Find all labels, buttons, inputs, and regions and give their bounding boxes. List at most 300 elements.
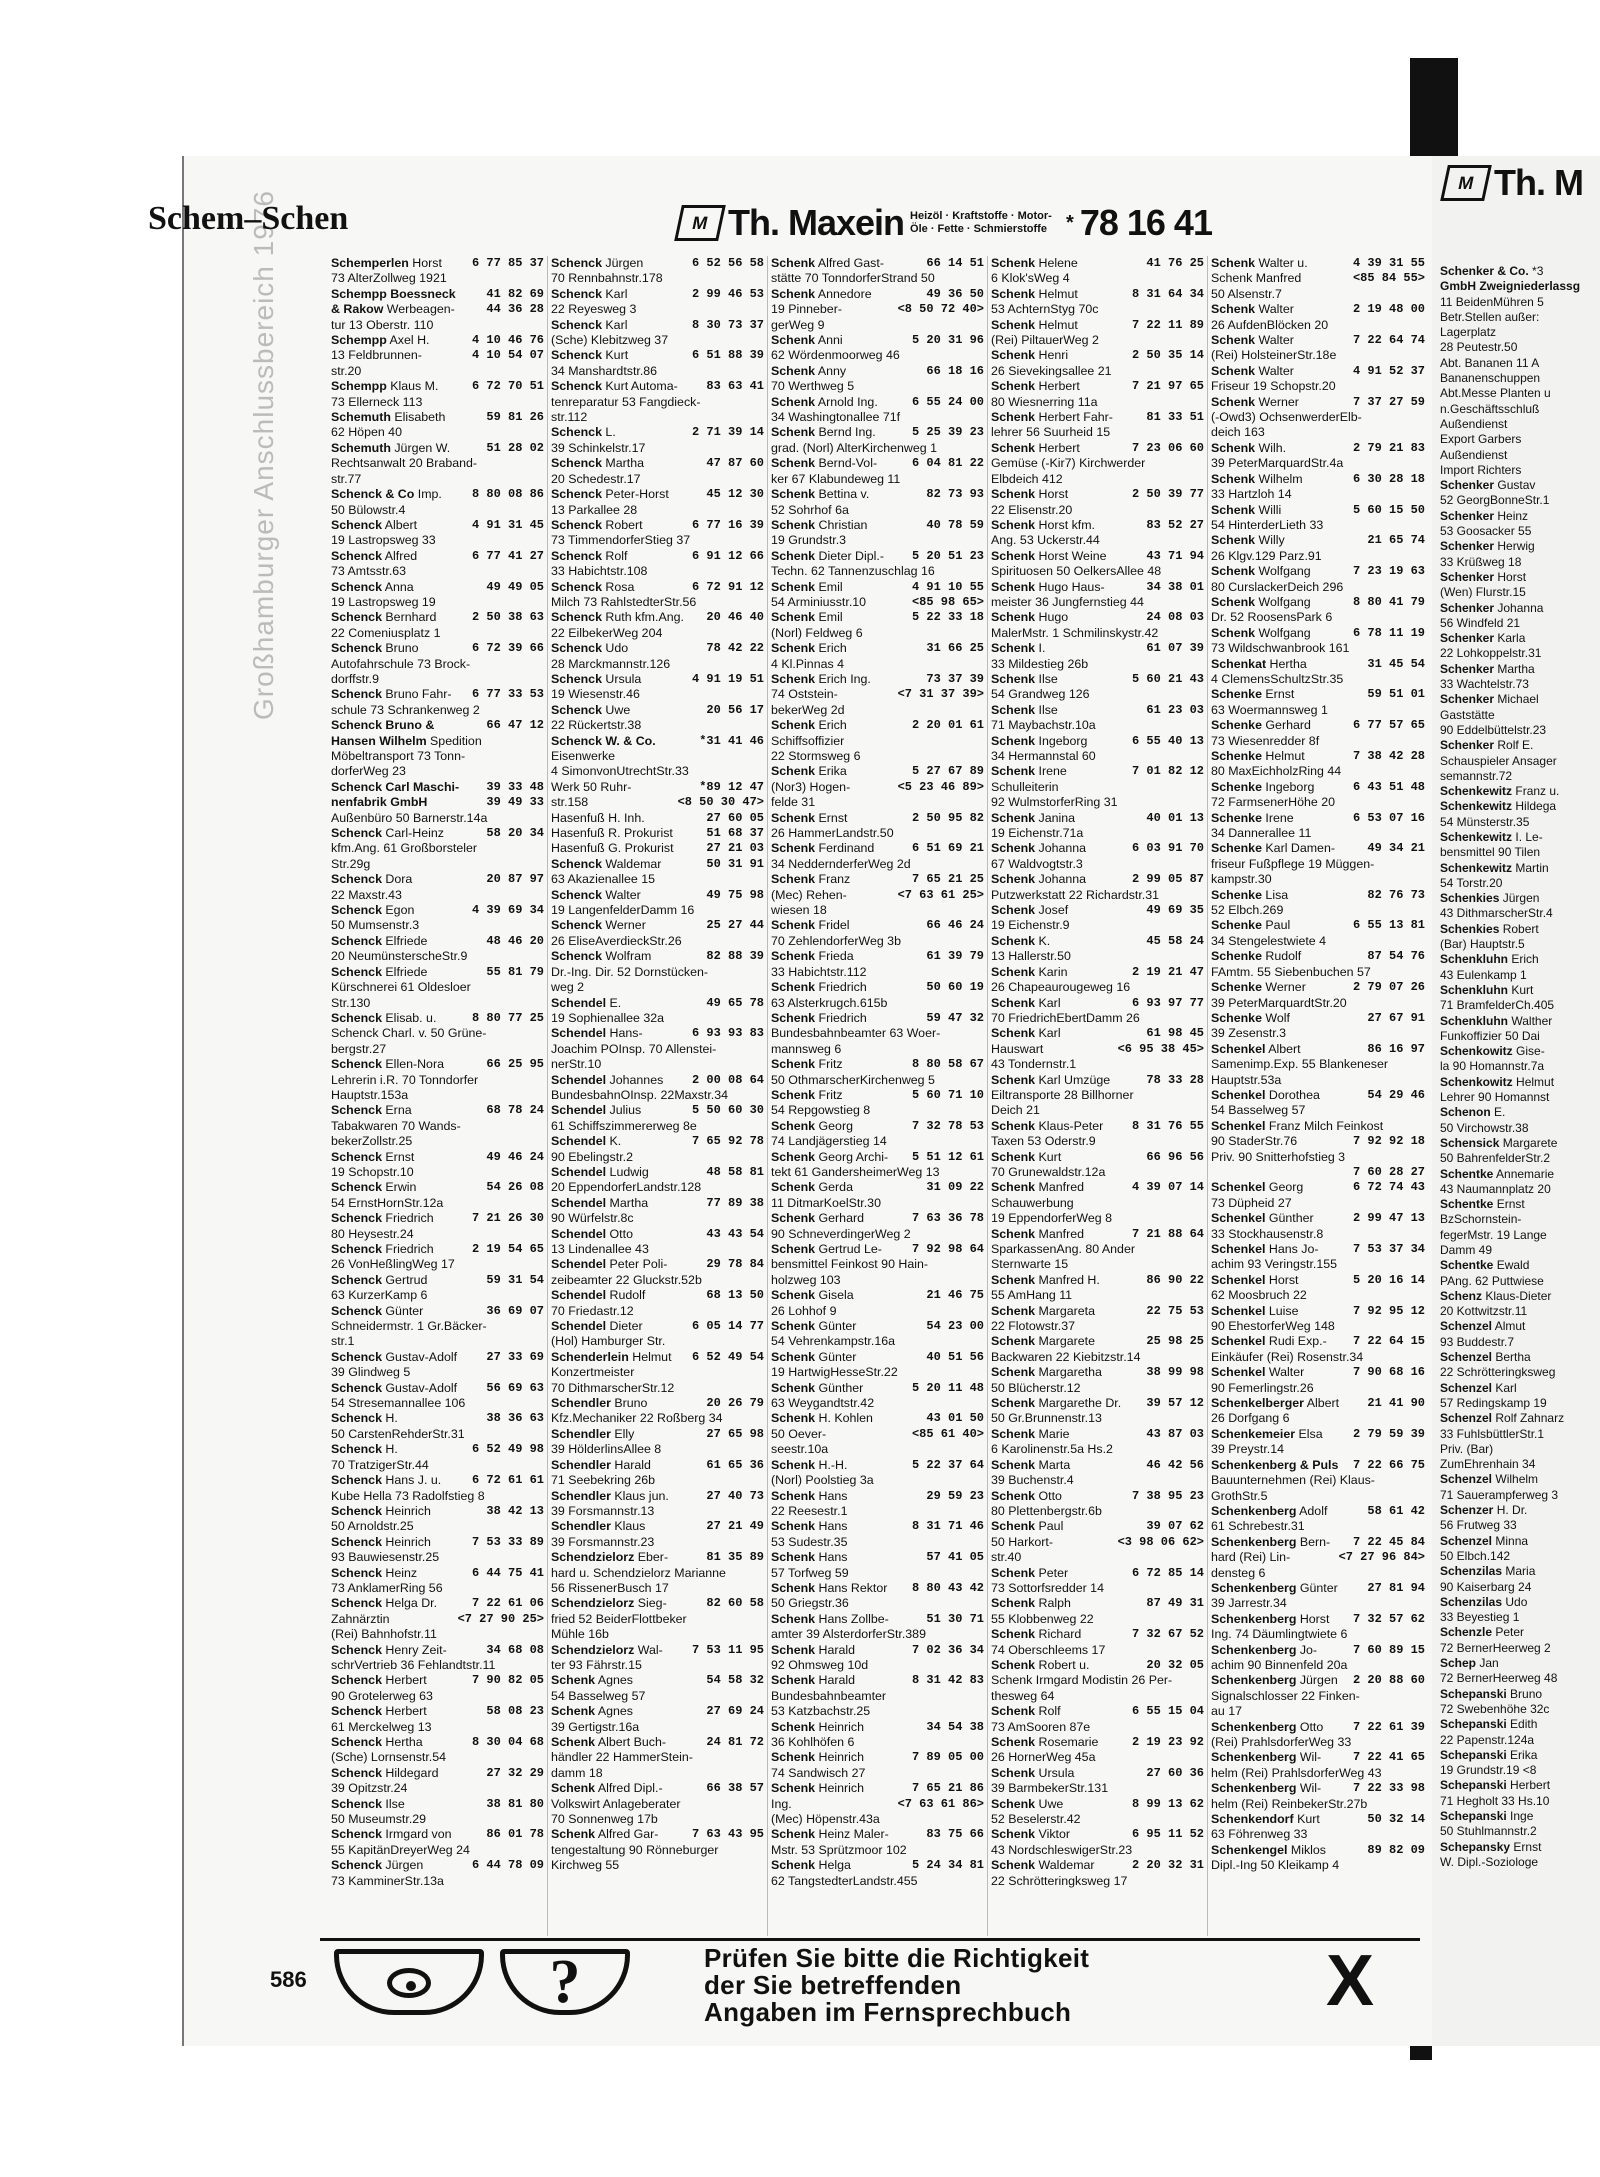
listing-detail: 26 Klgv.129 Parz.91 xyxy=(1211,548,1322,563)
listing-detail: Gemüse (-Kir7) Kirchwerder xyxy=(991,456,1146,471)
next-page-entry xyxy=(1440,310,1600,325)
listing-detail: 43 NordschleswigerStr.23 xyxy=(991,1842,1133,1857)
listing-entry xyxy=(771,1180,984,1195)
listing-name: Schenk xyxy=(991,1827,1036,1842)
listing-entry xyxy=(991,1627,1204,1642)
listing-entry xyxy=(771,1735,984,1750)
listing-detail: Ernst xyxy=(1265,687,1295,702)
listing-entry xyxy=(771,903,984,918)
listing-phone: 29 59 23 xyxy=(926,1488,984,1503)
listing-phone: <3 98 06 62> xyxy=(1117,1534,1204,1549)
listing-phone: 45 12 30 xyxy=(706,487,764,502)
listing-detail: Manfred xyxy=(1038,1226,1084,1241)
listing-detail: 73 Amtsstr.63 xyxy=(331,564,407,579)
listing-phone: 27 60 05 xyxy=(706,810,764,825)
listing-detail: (Norl) Feldweg 6 xyxy=(771,625,863,640)
next-page-entry xyxy=(1440,646,1600,661)
listing-detail: Signalschlosser 22 Finken- xyxy=(1211,1688,1360,1703)
listing-entry xyxy=(331,1843,544,1858)
listing-name: Schenk xyxy=(991,733,1036,748)
next-page-entry xyxy=(1440,1212,1600,1227)
listing-detail: Eiltransporte 28 Billhorner xyxy=(991,1087,1134,1102)
listing-detail: Wil- xyxy=(1299,1781,1322,1796)
listing-detail: Mstr. 53 Sprützmoor 102 xyxy=(771,1842,907,1857)
listing-name: Schendler xyxy=(551,1396,611,1411)
listing-detail: Elly xyxy=(614,1426,635,1441)
listing-detail: fried 52 BeiderFlottbeker xyxy=(551,1611,687,1626)
listing-detail: ker 67 Klabundeweg 11 xyxy=(771,471,901,486)
listing-phone: 21 46 75 xyxy=(926,1288,984,1303)
listing-entry xyxy=(331,841,544,856)
listing-entry xyxy=(331,1365,544,1380)
listing-detail: Günter xyxy=(385,1303,424,1318)
listing-entry xyxy=(771,626,984,641)
listing-name: Schenck xyxy=(331,1380,382,1395)
listing-phone: 8 80 58 67 xyxy=(911,1057,984,1072)
listing-entry xyxy=(991,1396,1204,1411)
listing-detail: dorffstr.9 xyxy=(331,671,379,686)
listing-entry xyxy=(991,271,1204,286)
listing-name: Schenk xyxy=(771,764,816,779)
listing-entry xyxy=(551,1843,764,1858)
listing-entry xyxy=(551,1550,764,1565)
listing-detail: 39 HölderlinsAllee 8 xyxy=(551,1442,662,1457)
listing-entry xyxy=(551,533,764,548)
listing-entry xyxy=(771,1011,984,1026)
listing-name: Schenck xyxy=(331,1211,382,1226)
listing-detail: Helmut xyxy=(1038,317,1078,332)
next-page-detail: Außendienst xyxy=(1440,416,1508,431)
listing-name: Schenk xyxy=(991,548,1036,563)
listing-detail: Robert xyxy=(605,517,643,532)
listing-name: Schenkenberg xyxy=(1211,1611,1297,1626)
listing-entry xyxy=(991,348,1204,363)
listing-detail: Johanna xyxy=(1038,872,1087,887)
listing-detail: holzweg 103 xyxy=(771,1272,841,1287)
listing-phone: 29 78 84 xyxy=(706,1257,764,1272)
listing-name: Schenkel xyxy=(1211,1365,1266,1380)
listing-entry xyxy=(1211,610,1425,625)
listing-detail: Dipl.-Ing 50 Kleikamp 4 xyxy=(1211,1858,1340,1873)
listing-entry xyxy=(1211,980,1425,995)
listing-detail: Hans J. u. xyxy=(385,1473,442,1488)
listing-name: Schenk xyxy=(771,1673,816,1688)
listing-entry xyxy=(551,1504,764,1519)
listing-detail: Friedrich xyxy=(818,1010,867,1025)
listing-entry xyxy=(1211,749,1425,764)
listing-entry xyxy=(1211,1442,1425,1457)
next-page-entry xyxy=(1440,1794,1600,1809)
listing-entry xyxy=(331,1288,544,1303)
listing-detail: Wolfgang xyxy=(1258,564,1311,579)
listing-detail: 53 Sudestr.35 xyxy=(771,1534,848,1549)
listing-detail: 90 Ebelingstr.2 xyxy=(551,1149,633,1164)
listing-entry xyxy=(771,1334,984,1349)
listing-entry xyxy=(1211,949,1425,964)
listing-detail: 33 Habichtstr.112 xyxy=(771,964,867,979)
next-page-detail: 72 Swebenhöhe 32c xyxy=(1440,1701,1550,1716)
listing-detail: Erich xyxy=(818,718,847,733)
listing-name: Schenck xyxy=(331,1149,382,1164)
listing-detail: felde 31 xyxy=(771,795,816,810)
listing-phone: 49 34 21 xyxy=(1367,841,1425,856)
listing-detail: Harald xyxy=(818,1673,856,1688)
listing-detail: Friseur 19 Schopstr.20 xyxy=(1211,379,1336,394)
listing-detail: Möbeltransport 73 Tonn- xyxy=(331,749,466,763)
listing-name: Schenk xyxy=(771,610,816,625)
next-page-entry xyxy=(1440,1350,1600,1365)
listing-name: Schenk xyxy=(771,641,816,656)
listing-name: Schenkenberg xyxy=(1211,1580,1297,1595)
listing-entry xyxy=(551,395,764,410)
next-page-name: Schenzilas xyxy=(1440,1564,1503,1579)
listing-column-4 xyxy=(988,256,1208,1936)
listing-name: Schenck xyxy=(331,872,382,887)
listing-entry xyxy=(1211,857,1425,872)
listing-name: Schenck xyxy=(551,487,602,502)
listing-name: Schenck xyxy=(551,610,602,625)
listing-entry xyxy=(551,1273,764,1288)
listing-entry xyxy=(1211,1858,1425,1873)
listing-detail: 50 Alsenstr.7 xyxy=(1211,286,1282,301)
listing-detail: 73 Sottorfsredder 14 xyxy=(991,1580,1104,1595)
next-page-detail: 52 GeorgBonneStr.1 xyxy=(1440,493,1550,508)
listing-detail: Walter u. xyxy=(1258,256,1308,270)
listing-phone: 50 31 91 xyxy=(706,856,764,871)
listing-detail: Paul xyxy=(1265,918,1291,933)
listing-phone: 2 99 47 13 xyxy=(1352,1211,1425,1226)
listing-entry xyxy=(551,872,764,887)
listing-entry xyxy=(771,641,984,656)
listing-detail: Hans xyxy=(818,1550,848,1565)
listing-detail: Rechtsanwalt 20 Braband- xyxy=(331,456,478,471)
next-page-detail: 33 Wachtelstr.73 xyxy=(1440,677,1529,692)
listing-entry xyxy=(1211,1720,1425,1735)
footer-line: der Sie betreffenden xyxy=(704,1970,962,2000)
listing-detail: Bruno xyxy=(614,1396,648,1411)
listing-detail: L. xyxy=(605,425,616,440)
listing-detail: Günther xyxy=(818,1380,864,1395)
listing-detail: Uwe xyxy=(1038,1796,1064,1811)
listing-detail: kfm.Ang. 61 Großborsteler xyxy=(331,841,477,856)
listing-detail: 22 Comeniusplatz 1 xyxy=(331,625,441,640)
listing-detail: 53 Katzbachstr.25 xyxy=(771,1704,871,1719)
listing-entry xyxy=(771,1196,984,1211)
listing-name: Schenk xyxy=(1211,394,1256,409)
listing-entry xyxy=(551,980,764,995)
listing-entry xyxy=(551,1427,764,1442)
listing-entry xyxy=(551,795,764,810)
listing-detail: (Sche) Lornsenstr.54 xyxy=(331,1750,447,1765)
listing-entry xyxy=(331,1458,544,1473)
next-page-detail: 50 Stuhlmannstr.2 xyxy=(1440,1824,1537,1839)
next-page-detail: 50 Virchowstr.38 xyxy=(1440,1120,1529,1135)
listing-entry xyxy=(991,1180,1204,1195)
listing-phone: 2 50 38 63 xyxy=(471,610,544,625)
listing-detail: deich 163 xyxy=(1211,425,1265,440)
listing-detail: 13 Hallerstr.50 xyxy=(991,949,1071,964)
listing-entry xyxy=(771,1427,984,1442)
listing-name: Schenk xyxy=(771,1750,816,1765)
listing-phone: 8 31 76 55 xyxy=(1131,1118,1204,1133)
listing-detail: Karl Damen- xyxy=(1265,841,1335,856)
listing-phone: 7 65 92 78 xyxy=(691,1134,764,1149)
listing-phone: <7 63 61 86> xyxy=(897,1796,984,1811)
listing-entry xyxy=(331,533,544,548)
listing-phone: 55 81 79 xyxy=(486,964,544,979)
listing-entry xyxy=(331,1042,544,1057)
listing-name: Schempp xyxy=(331,379,387,394)
listing-detail: 56 RissenerBusch 17 xyxy=(551,1580,669,1595)
next-page-name: Schenzel xyxy=(1440,1380,1493,1395)
listing-entry xyxy=(771,1350,984,1365)
listing-detail: 22 Maxstr.43 xyxy=(331,887,402,902)
listing-phone: 34 68 08 xyxy=(486,1642,544,1657)
listing-entry xyxy=(331,1489,544,1504)
listing-entry xyxy=(551,302,764,317)
listing-detail: Horst xyxy=(1038,487,1069,502)
listing-detail: MalerMstr. 1 Schmilinskystr.42 xyxy=(991,625,1159,640)
listing-entry xyxy=(771,1858,984,1873)
next-page-detail: Herbert xyxy=(1510,1778,1551,1793)
next-page-entry xyxy=(1440,662,1600,677)
listing-name: Schendzielorz xyxy=(551,1550,635,1565)
next-page-entry xyxy=(1440,738,1600,753)
listing-detail: Dora xyxy=(385,872,413,887)
listing-phone: 4 91 10 55 xyxy=(911,579,984,594)
listing-name: Schendel xyxy=(551,1319,607,1334)
next-page-detail: Hildega xyxy=(1515,799,1557,814)
listing-detail: Hasenfuß G. Prokurist xyxy=(551,841,674,856)
listing-entry xyxy=(331,687,544,702)
listing-detail: Kurt xyxy=(605,348,629,363)
listing-detail: (Sche) Klebitzweg 37 xyxy=(551,333,669,348)
next-page-entry xyxy=(1440,356,1600,371)
next-page-entry xyxy=(1440,1289,1600,1304)
listing-name: Schenk xyxy=(771,425,816,440)
listing-detail: Annedore xyxy=(817,286,872,301)
listing-name: Schenck W. & Co. xyxy=(551,733,656,748)
listing-name: Schendzielorz xyxy=(551,1596,635,1611)
listing-phone: 49 75 98 xyxy=(706,887,764,902)
listing-entry xyxy=(771,1365,984,1380)
listing-detail: 90 Femerlingstr.26 xyxy=(1211,1380,1314,1395)
listing-entry xyxy=(551,1334,764,1349)
next-page-detail: 72 BernerHeerweg 48 xyxy=(1440,1671,1558,1686)
listing-entry xyxy=(331,580,544,595)
listing-entry xyxy=(991,256,1204,271)
listing-phone: 87 49 31 xyxy=(1146,1596,1204,1611)
listing-entry xyxy=(1211,333,1425,348)
next-page-entry xyxy=(1440,509,1600,524)
listing-phone: 6 72 70 51 xyxy=(471,379,544,394)
listing-name: Schenck xyxy=(551,671,602,686)
listing-entry xyxy=(991,1581,1204,1596)
listing-entry xyxy=(771,996,984,1011)
listing-name: Schenk xyxy=(991,256,1036,270)
listing-phone: 8 99 13 62 xyxy=(1131,1796,1204,1811)
next-page-detail: E. xyxy=(1494,1105,1506,1120)
listing-detail: 90 Grotelerweg 63 xyxy=(331,1688,433,1703)
listing-name: Schemperlen xyxy=(331,256,409,270)
listing-phone: 49 65 78 xyxy=(706,995,764,1010)
next-page-detail: PAng. 62 Puttwiese xyxy=(1440,1273,1544,1288)
listing-detail: Hugo xyxy=(1038,610,1069,625)
next-page-detail: 56 Windfeld 21 xyxy=(1440,615,1521,630)
listing-name: Schenk xyxy=(991,286,1036,301)
listing-detail: 70 FriedrichEbertDamm 26 xyxy=(991,1010,1140,1025)
page-number: 586 xyxy=(270,1967,307,1992)
listing-entry xyxy=(771,302,984,317)
listing-name: Schenk xyxy=(991,1396,1036,1411)
listing-entry xyxy=(551,1180,764,1195)
listing-detail: gerWeg 9 xyxy=(771,317,825,332)
next-page-entry xyxy=(1440,891,1600,906)
listing-entry xyxy=(771,1843,984,1858)
listing-entry xyxy=(551,811,764,826)
listing-phone: 7 22 41 65 xyxy=(1352,1750,1425,1765)
listing-entry xyxy=(991,1381,1204,1396)
listing-detail: tur 13 Oberstr. 110 xyxy=(331,317,434,332)
listing-entry xyxy=(331,1165,544,1180)
listing-name: Schenk xyxy=(991,440,1036,455)
listing-entry xyxy=(771,1257,984,1272)
listing-name: Schenk xyxy=(771,256,816,270)
listing-phone: 7 38 95 23 xyxy=(1131,1488,1204,1503)
listing-detail: Peter xyxy=(1038,1565,1069,1580)
listing-phone: 6 43 51 48 xyxy=(1352,779,1425,794)
listing-entry xyxy=(551,1365,764,1380)
listing-name: Schenkel xyxy=(1211,1303,1266,1318)
listing-phone: 5 50 60 30 xyxy=(691,1103,764,1118)
listing-detail: 62 Wördenmoorweg 46 xyxy=(771,348,900,363)
listing-detail: stätte 70 TonndorferStrand 50 xyxy=(771,271,935,286)
eye-pupil xyxy=(387,1968,431,1998)
listing-name: Schenk xyxy=(991,641,1036,656)
next-page-detail: 71 BramfelderCh.405 xyxy=(1440,998,1555,1013)
listing-entry xyxy=(771,965,984,980)
listing-detail: 22 Flotowstr.37 xyxy=(991,1319,1076,1334)
listing-entry xyxy=(331,564,544,579)
listing-entry xyxy=(1211,672,1425,687)
listing-detail: Carl-Heinz xyxy=(385,826,444,841)
listing-name: Schenke xyxy=(1211,810,1262,825)
listing-detail: (Rei) PrahlsdorferWeg 33 xyxy=(1211,1735,1352,1749)
listing-name: Schenk xyxy=(991,1118,1036,1133)
listing-entry xyxy=(991,764,1204,779)
listing-name: Schenk xyxy=(991,903,1036,918)
listing-entry xyxy=(1211,1150,1425,1165)
listing-phone: 50 60 19 xyxy=(926,980,984,995)
listing-phone: 5 22 37 64 xyxy=(911,1457,984,1472)
listing-entry xyxy=(551,271,764,286)
listing-detail: 70 Grunewaldstr.12a xyxy=(991,1164,1106,1179)
listing-entry xyxy=(551,826,764,841)
listing-detail: Kirchweg 55 xyxy=(551,1858,620,1873)
listing-entry xyxy=(1211,1750,1425,1765)
next-page-name: Schenker xyxy=(1440,478,1495,493)
listing-detail: Bruno Fahr- xyxy=(385,687,452,702)
listing-name: Schenk xyxy=(1211,363,1256,378)
listing-entry xyxy=(331,333,544,348)
listing-phone: 21 41 90 xyxy=(1367,1396,1425,1411)
listing-detail: Werbeagen- xyxy=(386,302,455,317)
next-page-detail: Herwig xyxy=(1497,539,1535,554)
listing-phone: 6 93 97 77 xyxy=(1131,995,1204,1010)
listing-detail: Backwaren 22 Kiebitzstr.14 xyxy=(991,1349,1141,1364)
listing-phone: 7 38 42 28 xyxy=(1352,749,1425,763)
listing-entry xyxy=(551,1196,764,1211)
listing-detail: bekerWeg 2d xyxy=(771,702,845,717)
listing-phone: 7 32 67 52 xyxy=(1131,1627,1204,1642)
listing-entry xyxy=(1211,580,1425,595)
listing-name: Schenk xyxy=(991,1149,1036,1164)
next-page-entry xyxy=(1440,279,1600,294)
listing-entry xyxy=(771,872,984,887)
listing-detail: 71 Seebekring 26b xyxy=(551,1473,656,1488)
listing-detail: 73 Düpheid 27 xyxy=(1211,1195,1292,1210)
listing-detail: (Rei) PiltauerWeg 2 xyxy=(991,333,1099,348)
listing-phone: 6 51 88 39 xyxy=(691,348,764,363)
listing-entry xyxy=(991,980,1204,995)
listing-detail: Imp. xyxy=(417,487,442,502)
listing-entry xyxy=(1211,1319,1425,1334)
listing-entry xyxy=(551,965,764,980)
listing-entry xyxy=(771,1827,984,1842)
listing-detail: Günther xyxy=(1268,1211,1314,1226)
listing-detail: Heinrich xyxy=(385,1534,431,1549)
listing-entry xyxy=(1211,1535,1425,1550)
listing-detail: Irmgard von xyxy=(385,1827,452,1842)
listing-phone: 4 91 19 51 xyxy=(691,671,764,686)
listing-name: Schenck xyxy=(551,286,602,301)
listing-entry xyxy=(551,1458,764,1473)
listing-name: Schenk xyxy=(771,517,816,532)
listing-entry xyxy=(551,1704,764,1719)
listing-detail: 74 Landjägerstieg 14 xyxy=(771,1134,887,1149)
listing-name: Schenk xyxy=(991,317,1036,332)
listing-phone: <85 84 55> xyxy=(1352,271,1425,286)
listing-entry xyxy=(551,1088,764,1103)
next-page-entry xyxy=(1440,1687,1600,1702)
listing-entry xyxy=(991,1874,1204,1889)
listing-detail: Fridel xyxy=(818,918,850,933)
next-page-entry xyxy=(1440,922,1600,937)
listing-entry xyxy=(551,549,764,564)
listing-name: Schenck xyxy=(551,641,602,656)
listing-detail: Dr. 52 RoosensPark 6 xyxy=(1211,610,1333,625)
listing-phone: 7 53 11 95 xyxy=(691,1642,764,1657)
listing-detail: Hauswart xyxy=(991,1041,1044,1056)
listing-phone: 82 76 73 xyxy=(1367,887,1425,902)
listing-entry xyxy=(1211,1088,1425,1103)
listing-phone: 81 35 89 xyxy=(706,1550,764,1565)
listing-name: Schenk xyxy=(991,579,1036,594)
listing-entry xyxy=(1211,1211,1425,1226)
listing-detail: Uwe xyxy=(605,702,631,717)
next-page-detail: Franz u. xyxy=(1515,784,1560,799)
listing-entry xyxy=(551,441,764,456)
listing-detail: 33 Mildestieg 26b xyxy=(991,656,1089,671)
listing-phone: 27 81 94 xyxy=(1367,1580,1425,1595)
listing-entry xyxy=(771,348,984,363)
listing-detail: friseur Fußpflege 19 Müggen- xyxy=(1211,856,1375,871)
listing-entry xyxy=(551,641,764,656)
listing-detail: bekerZollstr.25 xyxy=(331,1134,413,1149)
listing-entry xyxy=(771,564,984,579)
listing-entry xyxy=(1211,903,1425,918)
listing-entry xyxy=(1211,1612,1425,1627)
